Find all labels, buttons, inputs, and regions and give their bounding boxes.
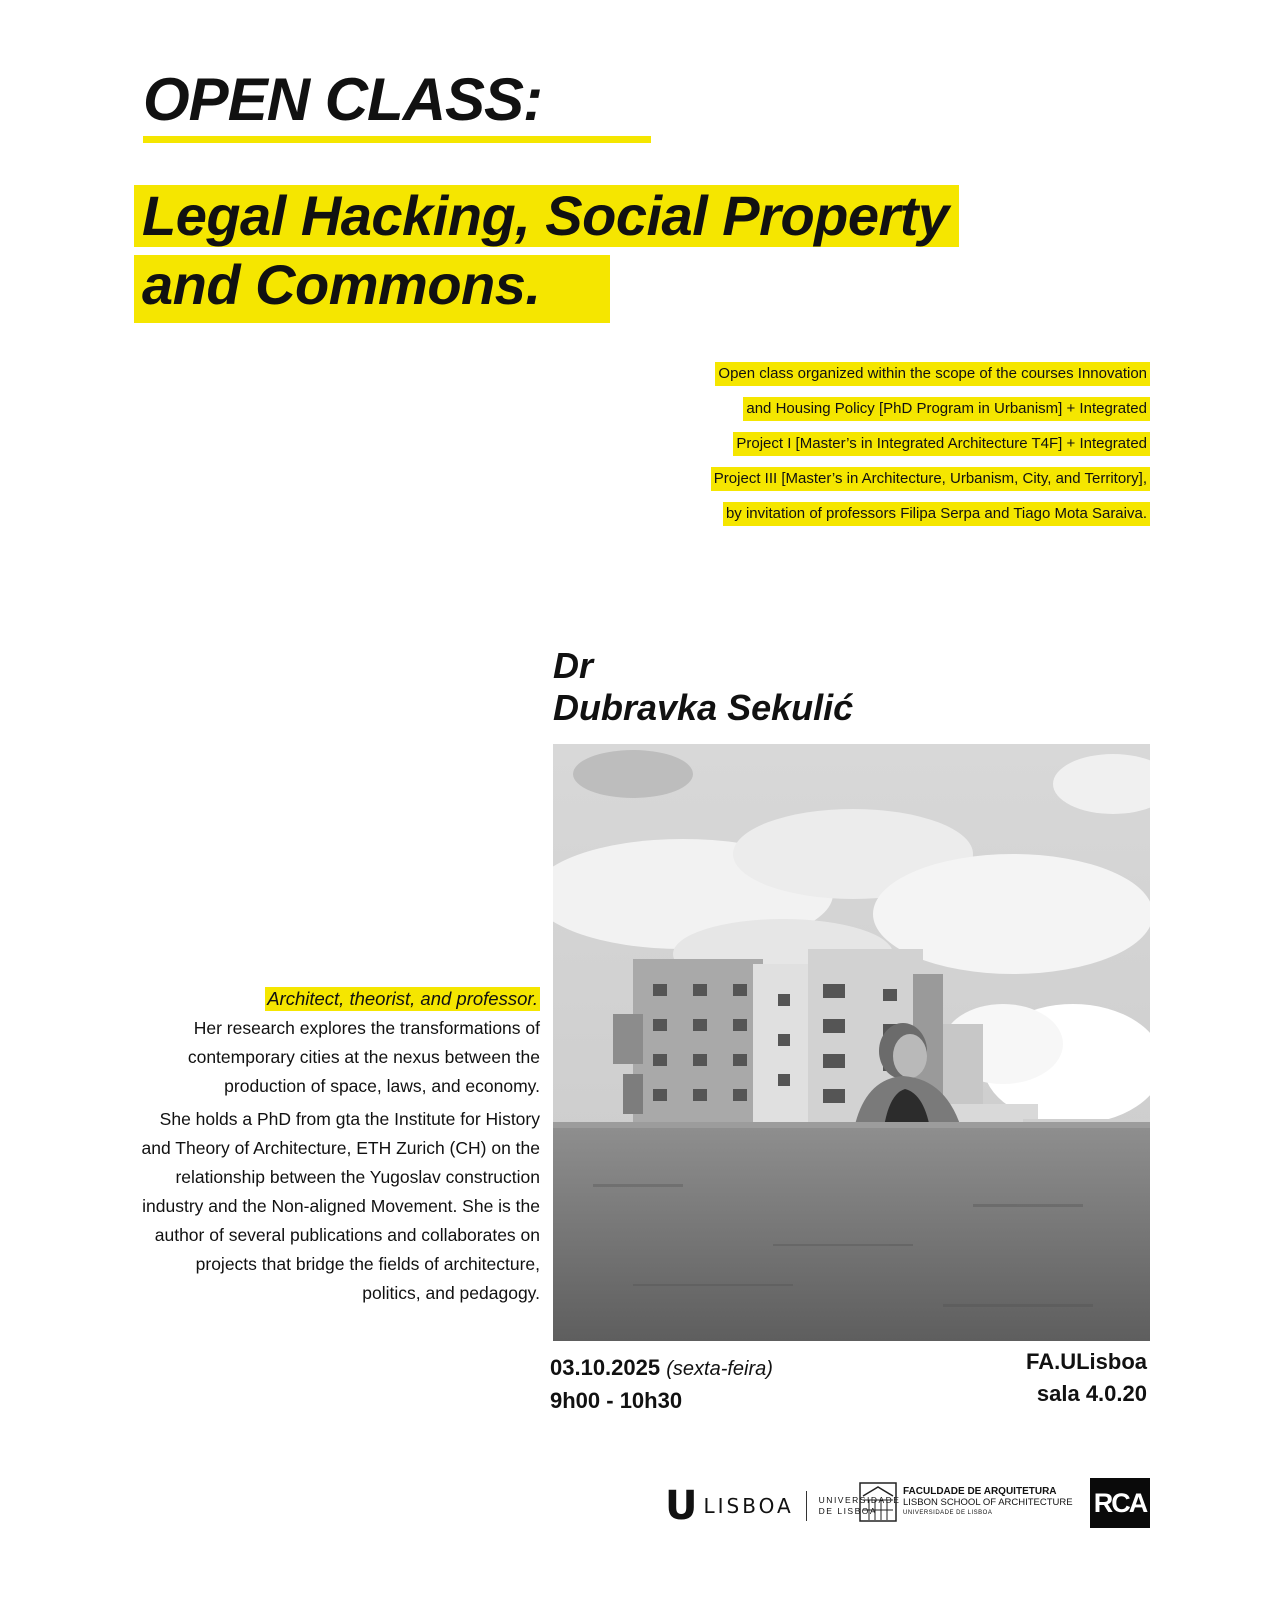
fa-text bbox=[903, 1486, 1073, 1519]
fa-line-3: UNIVERSIDADE DE LISBOA bbox=[903, 1509, 993, 1516]
intro-line: Project I [Master’s in Integrated Architecture T4F] + Integrated bbox=[733, 432, 1150, 456]
intro-line: Open class organized within the scope of the courses Innovation bbox=[715, 362, 1150, 386]
ulisboa-sub-2: DE LISBOA bbox=[818, 1506, 878, 1516]
speaker-fullname: Dubravka Sekulić bbox=[553, 687, 854, 728]
heading-open-class: OPEN CLASS: bbox=[143, 66, 543, 133]
intro-line: by invitation of professors Filipa Serpa and Tiago Mota Saraiva. bbox=[723, 502, 1150, 526]
speaker-photo bbox=[553, 744, 1150, 1341]
rca-logo: RCA bbox=[1090, 1478, 1150, 1528]
fa-line-1: FACULDADE DE ARQUITETURA bbox=[903, 1485, 1057, 1497]
ulisboa-word: LISBOA bbox=[703, 1494, 794, 1518]
fa-logo bbox=[859, 1482, 1073, 1522]
event-date: 03.10.2025 bbox=[550, 1355, 661, 1380]
title-line-2: and Commons. bbox=[134, 255, 610, 323]
intro-line: Project III [Master’s in Architecture, Urbanism, City, and Territory], bbox=[711, 467, 1150, 491]
fa-line-2: LISBON SCHOOL OF ARCHITECTURE bbox=[903, 1496, 1073, 1508]
event-room: sala 4.0.20 bbox=[1036, 1381, 1147, 1406]
heading-underline bbox=[143, 136, 651, 143]
partner-logos bbox=[665, 1478, 1150, 1538]
intro-text bbox=[650, 359, 1150, 534]
ulisboa-u-icon: U bbox=[665, 1483, 698, 1529]
bio-tagline: Architect, theorist, and professor. bbox=[267, 988, 538, 1009]
speaker-name bbox=[553, 645, 853, 729]
event-location bbox=[1026, 1346, 1147, 1410]
ulisboa-separator bbox=[806, 1491, 807, 1521]
title-line-1: Legal Hacking, Social Property bbox=[134, 185, 959, 247]
event-time: 9h00 - 10h30 bbox=[550, 1388, 683, 1413]
event-venue: FA.ULisboa bbox=[1025, 1349, 1147, 1374]
ulisboa-sub-1: UNIVERSIDADE bbox=[818, 1495, 901, 1505]
intro-line: and Housing Policy [PhD Program in Urbanism] + Integrated bbox=[743, 397, 1150, 421]
speaker-prefix: Dr bbox=[553, 645, 594, 686]
event-weekday: (sexta-feira) bbox=[666, 1358, 773, 1380]
event-date-time bbox=[550, 1352, 773, 1417]
speaker-bio bbox=[140, 985, 540, 1308]
bio-paragraph-1: Her research explores the transformations of contemporary cities at the nexus between the production of space, laws, and economy. bbox=[187, 1018, 540, 1096]
fa-building-icon bbox=[859, 1482, 897, 1522]
bio-paragraph-2: She holds a PhD from gta the Institute for History and Theory of Architecture, ETH Zurich (CH) on the relationship between the Yugoslav construction industry and the Non-aligned Movement. She is the author of several publications and collaborates on projects that bridge the fields of architecture, politics, and pedagogy. bbox=[141, 1109, 540, 1303]
